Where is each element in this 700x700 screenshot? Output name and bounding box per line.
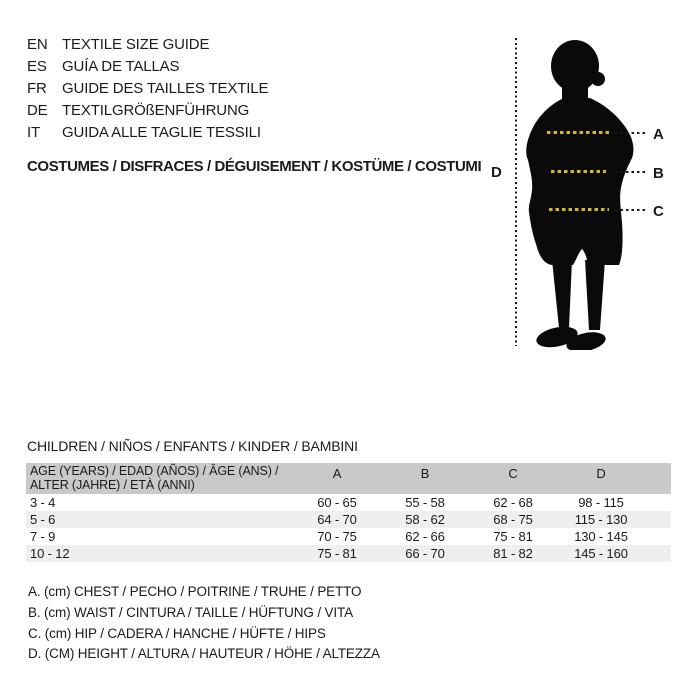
cell-age: 3 - 4: [30, 495, 56, 510]
col-header-d: D: [596, 466, 606, 481]
cell-a: 75 - 81: [317, 546, 357, 561]
language-code: EN: [27, 35, 48, 53]
cell-c: 68 - 75: [493, 512, 533, 527]
legend-item-waist: B. (cm) WAIST / CINTURA / TAILLE / HÜFTUNG / VITA: [28, 604, 353, 620]
category-title: COSTUMES / DISFRACES / DÉGUISEMENT / KOSTÜME / COSTUMI: [27, 158, 482, 175]
table-row: [26, 494, 671, 511]
language-label: GUIDE DES TAILLES TEXTILE: [62, 79, 269, 97]
legend-item-hip: C. (cm) HIP / CADERA / HANCHE / HÜFTE / HIPS: [28, 625, 326, 641]
age-header-line2: ALTER (JAHRE) / ETÀ (ANNI): [30, 477, 195, 492]
chest-pointer-line: [615, 132, 648, 134]
language-code: DE: [27, 101, 48, 119]
cell-age: 10 - 12: [30, 546, 70, 561]
language-code: FR: [27, 79, 47, 97]
table-section-title: CHILDREN / NIÑOS / ENFANTS / KINDER / BAMBINI: [27, 438, 358, 454]
language-label: TEXTILGRÖßENFÜHRUNG: [62, 101, 250, 119]
cell-c: 81 - 82: [493, 546, 533, 561]
age-header-line1: AGE (YEARS) / EDAD (AÑOS) / ÂGE (ANS) /: [30, 464, 279, 478]
language-label: GUÍA DE TALLAS: [62, 57, 180, 75]
language-row: [27, 77, 268, 99]
size-table: [26, 463, 671, 562]
waist-pointer-line: [615, 171, 648, 173]
language-code: ES: [27, 57, 47, 75]
hip-label: C: [653, 203, 664, 220]
waist-dash-line: [551, 170, 606, 173]
col-header-a: A: [332, 466, 342, 481]
language-code: IT: [27, 123, 41, 141]
language-row: [27, 121, 268, 143]
cell-b: 55 - 58: [405, 495, 445, 510]
chest-dash-line: [547, 131, 609, 134]
cell-a: 60 - 65: [317, 495, 357, 510]
language-row: [27, 55, 268, 77]
age-column-header: [26, 463, 293, 494]
language-label: TEXTILE SIZE GUIDE: [62, 35, 210, 53]
cell-d: 130 - 145: [574, 529, 628, 544]
cell-b: 58 - 62: [405, 512, 445, 527]
height-measure-line: [515, 38, 517, 346]
cell-c: 75 - 81: [493, 529, 533, 544]
cell-d: 98 - 115: [578, 495, 624, 510]
cell-b: 62 - 66: [405, 529, 445, 544]
col-header-c: C: [508, 466, 518, 481]
chest-label: A: [653, 126, 664, 143]
table-header-row: [26, 463, 671, 494]
language-list: [27, 33, 268, 143]
cell-d: 115 - 130: [574, 512, 628, 527]
cell-age: 7 - 9: [30, 529, 56, 544]
cell-age: 5 - 6: [30, 512, 56, 527]
table-row: [26, 545, 671, 562]
hip-dash-line: [549, 208, 609, 211]
child-silhouette: [522, 38, 652, 350]
height-label: D: [491, 164, 502, 181]
cell-c: 62 - 68: [493, 495, 533, 510]
table-row: [26, 511, 671, 528]
cell-a: 70 - 75: [317, 529, 357, 544]
language-label: GUIDA ALLE TAGLIE TESSILI: [62, 123, 261, 141]
cell-a: 64 - 70: [317, 512, 357, 527]
table-row: [26, 528, 671, 545]
hip-pointer-line: [615, 209, 648, 211]
cell-d: 145 - 160: [574, 546, 628, 561]
language-row: [27, 33, 268, 55]
language-row: [27, 99, 268, 121]
waist-label: B: [653, 165, 664, 182]
measurement-legend: [28, 582, 380, 665]
legend-item-height: D. (CM) HEIGHT / ALTURA / HAUTEUR / HÖHE / ALTEZZA: [28, 646, 380, 662]
col-header-b: B: [420, 466, 430, 481]
legend-item-chest: A. (cm) CHEST / PECHO / POITRINE / TRUHE / PETTO: [28, 584, 362, 599]
cell-b: 66 - 70: [405, 546, 445, 561]
